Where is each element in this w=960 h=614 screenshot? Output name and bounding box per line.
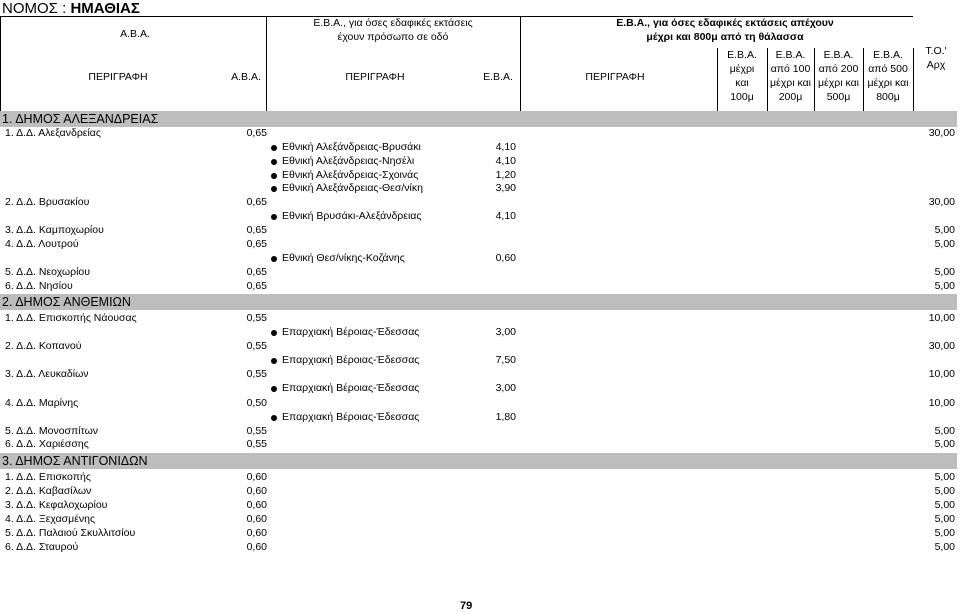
to-value: 5,00 <box>934 438 955 450</box>
community-name: 6. Δ.Δ. Χαριέσσης <box>5 438 89 450</box>
community-name: 5. Δ.Δ. Νεοχωρίου <box>5 266 91 278</box>
section-header <box>0 453 957 469</box>
table-row <box>0 513 957 526</box>
to-value: 5,00 <box>934 527 955 539</box>
road-name: Εθνική Αλεξάνδρειας-Σχοινάς <box>282 169 419 181</box>
to-value: 5,00 <box>934 513 955 525</box>
header-eba-sea-line2: μέχρι και 800μ από τη θάλασσα <box>646 31 804 43</box>
zone-1-line3: και <box>735 77 749 89</box>
road-name: Επαρχιακή Βέροιας-Έδεσσας <box>282 354 420 366</box>
header-eba-column: Ε.Β.Α. <box>483 71 513 83</box>
table-row <box>0 312 957 325</box>
to-value: 30,00 <box>928 127 955 139</box>
header-description-2: ΠΕΡΙΓΡΑΦΗ <box>345 71 405 83</box>
bullet-icon <box>271 256 277 262</box>
table-row <box>0 266 957 279</box>
aba-value: 0,55 <box>246 438 267 450</box>
table-row <box>0 280 957 293</box>
aba-value: 0,65 <box>246 196 267 208</box>
title-prefecture: ΗΜΑΘΙΑΣ <box>70 0 140 17</box>
community-name: 4. Δ.Δ. Ξεχασμένης <box>5 513 96 525</box>
bullet-icon <box>271 214 277 220</box>
bullet-icon <box>271 415 277 421</box>
road-eba-value: 4,10 <box>495 155 516 167</box>
header-zone-4 <box>863 48 913 104</box>
table-row <box>0 397 957 410</box>
zone-2-line2: από 100 <box>770 63 811 75</box>
community-name: 1. Δ.Δ. Επισκοπής <box>5 471 91 483</box>
road-eba-value: 4,10 <box>495 141 516 153</box>
zone-2-line1: Ε.Β.Α. <box>775 49 806 61</box>
bullet-icon <box>271 173 277 179</box>
header-description-1: ΠΕΡΙΓΡΑΦΗ <box>88 71 148 83</box>
table-row <box>0 224 957 237</box>
header-to-line2: Αρχ <box>926 59 946 71</box>
community-name: 3. Δ.Δ. Κεφαλοχωρίου <box>5 499 108 511</box>
to-value: 30,00 <box>928 196 955 208</box>
header-to-arch <box>916 44 956 72</box>
header-zone-3 <box>814 48 863 104</box>
zone-4-line1: Ε.Β.Α. <box>873 49 903 61</box>
community-name: 5. Δ.Δ. Μονοσπίτων <box>5 425 99 437</box>
section-label: 1. ΔΗΜΟΣ ΑΛΕΞΑΝΔΡΕΙΑΣ <box>2 112 159 126</box>
section-label: 3. ΔΗΜΟΣ ΑΝΤΙΓΟΝΙΔΩΝ <box>2 454 148 468</box>
to-value: 5,00 <box>934 280 955 292</box>
community-name: 2. Δ.Δ. Κοπανού <box>5 340 82 352</box>
aba-value: 0,65 <box>246 224 267 236</box>
table-row <box>0 471 957 484</box>
zone-3-line3: μέχρι και <box>818 77 859 89</box>
zone-3-line4: 500μ <box>826 91 851 103</box>
to-value: 5,00 <box>934 266 955 278</box>
to-value: 5,00 <box>934 471 955 483</box>
aba-value: 0,60 <box>246 527 267 539</box>
header-eba-sea <box>575 16 875 44</box>
table-row <box>0 196 957 209</box>
header-description-3: ΠΕΡΙΓΡΑΦΗ <box>585 71 645 83</box>
aba-value: 0,55 <box>246 368 267 380</box>
community-name: 2. Δ.Δ. Καβασίλων <box>5 485 92 497</box>
to-value: 5,00 <box>934 224 955 236</box>
road-eba-value: 0,60 <box>495 252 516 264</box>
zone-2-line4: 200μ <box>778 91 803 103</box>
to-value: 10,00 <box>928 312 955 324</box>
table-row <box>0 238 957 251</box>
table-row <box>0 340 957 353</box>
aba-value: 0,55 <box>246 312 267 324</box>
road-item <box>266 252 519 265</box>
header-to-line1: Τ.Ο.' <box>925 45 947 57</box>
header-eba-road-line1: Ε.Β.Α., για όσες εδαφικές εκτάσεις <box>313 17 473 29</box>
aba-value: 0,60 <box>246 471 267 483</box>
road-name: Εθνική Αλεξάνδρειας-Νησέλι <box>282 155 415 167</box>
to-value: 5,00 <box>934 238 955 250</box>
page-number: 79 <box>460 600 473 612</box>
zone-1-line2: μέχρι <box>729 63 755 75</box>
header-zone-1 <box>717 48 767 104</box>
zone-4-line2: από 500 <box>868 63 908 75</box>
table-row <box>0 438 957 451</box>
header-eba-road-line2: έχουν πρόσωπο σε οδό <box>337 31 449 43</box>
header-zone-2 <box>767 48 814 104</box>
aba-value: 0,55 <box>246 425 267 437</box>
road-item <box>266 354 519 367</box>
table-row <box>0 485 957 498</box>
aba-value: 0,50 <box>246 397 267 409</box>
to-value: 10,00 <box>928 397 955 409</box>
zone-1-line4: 100μ <box>730 91 754 103</box>
aba-value: 0,65 <box>246 266 267 278</box>
table-row <box>0 425 957 438</box>
community-name: 3. Δ.Δ. Καμποχωρίου <box>5 224 104 236</box>
bullet-icon <box>271 159 277 165</box>
to-value: 5,00 <box>934 425 955 437</box>
zone-4-line3: μέχρι και <box>867 77 909 89</box>
community-name: 3. Δ.Δ. Λευκαδίων <box>5 368 89 380</box>
aba-value: 0,65 <box>246 280 267 292</box>
aba-value: 0,60 <box>246 513 267 525</box>
community-name: 1. Δ.Δ. Αλεξανδρείας <box>5 127 101 139</box>
road-name: Εθνική Αλεξάνδρειας-Θεσ/νίκη <box>282 182 423 194</box>
community-name: 5. Δ.Δ. Παλαιού Σκυλλιτσίου <box>5 527 136 539</box>
road-eba-value: 3,00 <box>495 326 516 338</box>
aba-value: 0,60 <box>246 499 267 511</box>
page-title <box>2 0 140 17</box>
aba-value: 0,60 <box>246 485 267 497</box>
community-name: 4. Δ.Δ. Μαρίνης <box>5 397 79 409</box>
road-item <box>266 169 519 182</box>
table-row <box>0 527 957 540</box>
title-prefix: ΝΟΜΟΣ : <box>2 0 71 17</box>
road-name: Επαρχιακή Βέροιας-Έδεσσας <box>282 411 420 423</box>
aba-value: 0,55 <box>246 340 267 352</box>
community-name: 4. Δ.Δ. Λουτρού <box>5 238 79 250</box>
road-name: Εθνική Βρυσάκι-Αλεξάνδρειας <box>282 210 422 222</box>
road-eba-value: 3,90 <box>495 182 516 194</box>
community-name: 1. Δ.Δ. Επισκοπής Νάουσας <box>5 312 137 324</box>
road-eba-value: 1,20 <box>495 169 516 181</box>
community-name: 6. Δ.Δ. Νησίου <box>5 280 73 292</box>
road-name: Εθνική Θεσ/νίκης-Κοζάνης <box>282 252 405 264</box>
road-eba-value: 1,80 <box>495 411 516 423</box>
road-item <box>266 182 519 195</box>
section-header <box>0 294 957 310</box>
zone-3-line2: από 200 <box>818 63 859 75</box>
table-row <box>0 499 957 512</box>
table-row <box>0 127 957 140</box>
to-value: 5,00 <box>934 485 955 497</box>
aba-value: 0,65 <box>246 238 267 250</box>
road-item <box>266 141 519 154</box>
section-header <box>0 111 957 127</box>
bullet-icon <box>271 330 277 336</box>
road-item <box>266 155 519 168</box>
road-item <box>266 326 519 339</box>
section-label: 2. ΔΗΜΟΣ ΑΝΘΕΜΙΩΝ <box>2 295 131 309</box>
road-item <box>266 210 519 223</box>
to-value: 10,00 <box>928 368 955 380</box>
road-eba-value: 4,10 <box>495 210 516 222</box>
aba-value: 0,60 <box>246 541 267 553</box>
bullet-icon <box>271 145 277 151</box>
header-eba-road <box>266 16 520 44</box>
bullet-icon <box>271 186 277 192</box>
bullet-icon <box>271 386 277 392</box>
road-name: Επαρχιακή Βέροιας-Έδεσσας <box>282 382 420 394</box>
zone-4-line4: 800μ <box>876 91 900 103</box>
header-eba-sea-line1: Ε.Β.Α., για όσες εδαφικές εκτάσεις απέχουν <box>616 17 834 29</box>
to-value: 5,00 <box>934 541 955 553</box>
road-name: Επαρχιακή Βέροιας-Έδεσσας <box>282 326 420 338</box>
to-value: 30,00 <box>928 340 955 352</box>
header-aba-column: Α.Β.Α. <box>231 71 261 83</box>
community-name: 2. Δ.Δ. Βρυσακίου <box>5 196 90 208</box>
aba-value: 0,65 <box>246 127 267 139</box>
road-name: Εθνική Αλεξάνδρειας-Βρυσάκι <box>282 141 421 153</box>
to-value: 5,00 <box>934 499 955 511</box>
header-aba-label: Α.Β.Α. <box>120 28 150 40</box>
bullet-icon <box>271 358 277 364</box>
community-name: 6. Δ.Δ. Σταυρού <box>5 541 79 553</box>
road-item <box>266 411 519 424</box>
zone-2-line3: μέχρι και <box>770 77 811 89</box>
road-eba-value: 7,50 <box>495 354 516 366</box>
zone-3-line1: Ε.Β.Α. <box>823 49 854 61</box>
table-row <box>0 368 957 381</box>
road-eba-value: 3,00 <box>495 382 516 394</box>
table-row <box>0 541 957 554</box>
road-item <box>266 382 519 395</box>
zone-1-line1: Ε.Β.Α. <box>727 49 757 61</box>
